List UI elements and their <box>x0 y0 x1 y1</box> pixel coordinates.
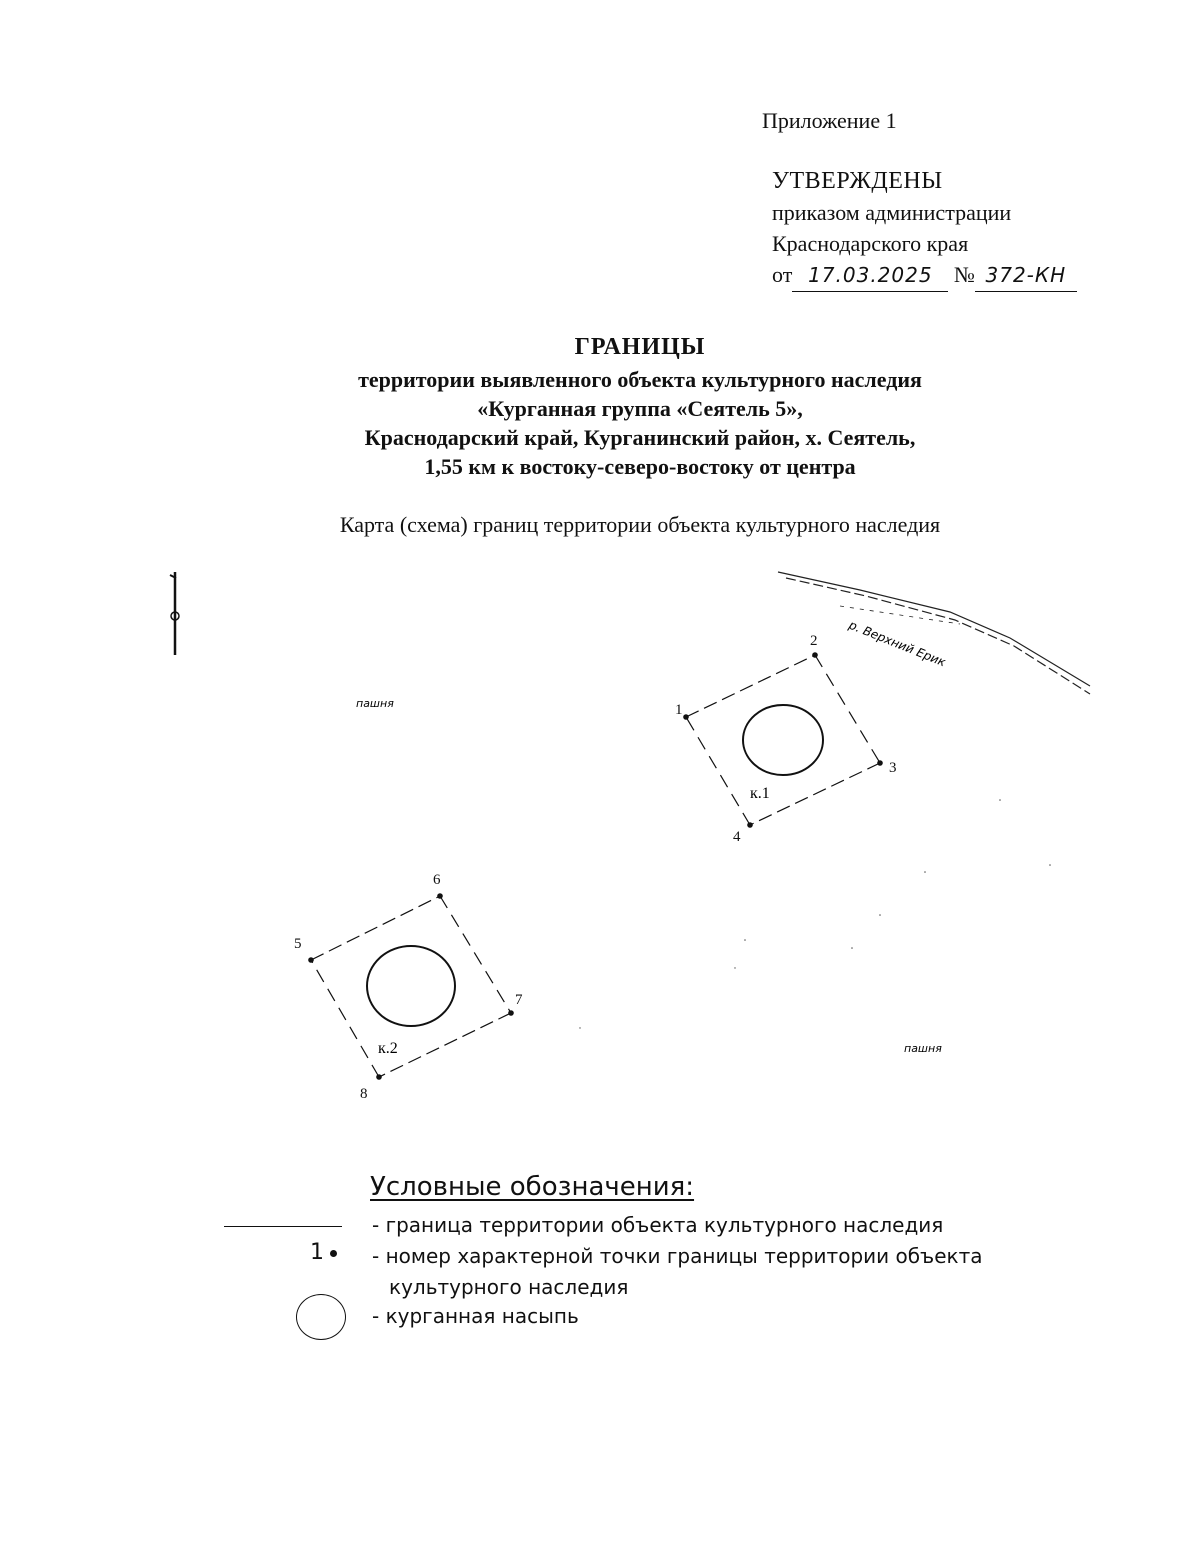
legend-mound-text: - курганная насыпь <box>372 1304 579 1328</box>
legend-mound-circle-icon <box>296 1294 346 1340</box>
document-title <box>0 334 1200 481</box>
point-number-6: 6 <box>433 872 441 888</box>
title-line-2: «Курганная группа «Сеятель 5», <box>477 396 803 421</box>
river-verkhny-erik <box>778 572 1090 694</box>
point-number-7: 7 <box>515 992 523 1008</box>
point-number-5: 5 <box>294 936 302 952</box>
approved-by-line-1: приказом администрации <box>772 200 1012 225</box>
legend-boundary-line-icon <box>224 1226 342 1227</box>
point-number-3: 3 <box>889 760 897 776</box>
legend-point-sample <box>310 1240 337 1265</box>
kurgan-mound-1 <box>743 705 823 775</box>
boundary-point-5 <box>308 957 314 963</box>
boundary-point-7 <box>508 1010 514 1016</box>
boundary-map <box>0 560 1200 1140</box>
mound-1-label: к.1 <box>750 785 770 802</box>
point-number-1: 1 <box>675 702 683 718</box>
kurgan-mound-2 <box>367 946 455 1026</box>
mound-2-label: к.2 <box>378 1040 398 1057</box>
boundary-points <box>308 652 883 1080</box>
legend-boundary-text: - граница территории объекта культурного наследия <box>372 1213 944 1237</box>
approved-by-line-2: Краснодарского края <box>772 231 969 256</box>
point-number-4: 4 <box>733 829 741 845</box>
title-line-1: территории выявленного объекта культурного наследия <box>358 367 922 392</box>
boundary-territory-2 <box>311 896 511 1077</box>
point-number-2: 2 <box>810 633 818 649</box>
boundary-territory-1 <box>686 655 880 825</box>
river-label: р. Верхний Ерик <box>846 617 948 670</box>
legend-point-text-1: - номер характерной точки границы территории объекта <box>372 1244 983 1268</box>
approved-heading: УТВЕРЖДЕНЫ <box>772 168 943 194</box>
appendix-label: Приложение 1 <box>762 108 897 133</box>
order-date-number <box>772 259 1077 292</box>
legend-point-text-2: культурного наследия <box>389 1275 629 1299</box>
north-arrow-icon <box>170 572 179 655</box>
map-caption: Карта (схема) границ территории объекта культурного наследия <box>339 512 941 537</box>
boundary-point-4 <box>747 822 753 828</box>
title-main: ГРАНИЦЫ <box>574 334 706 360</box>
field-label-right: пашня <box>904 1042 942 1055</box>
point-number-8: 8 <box>360 1086 368 1102</box>
point-dot-icon <box>330 1250 337 1257</box>
boundary-point-8 <box>376 1074 382 1080</box>
order-date: 17.03.2025 <box>792 260 948 292</box>
date-prefix: от <box>772 262 793 287</box>
boundary-point-6 <box>437 893 443 899</box>
field-label-left: пашня <box>356 697 394 710</box>
boundary-point-2 <box>812 652 818 658</box>
number-sign: № <box>953 262 975 287</box>
order-number: 372-КН <box>975 260 1077 292</box>
title-line-3: Краснодарский край, Курганинский район, х. Сеятель, <box>364 425 916 450</box>
boundary-point-1 <box>683 714 689 720</box>
title-line-4: 1,55 км к востоку-северо-востоку от центра <box>424 454 856 479</box>
legend-title: Условные обозначения: <box>370 1172 695 1202</box>
legend-point-number: 1 <box>310 1240 324 1265</box>
approval-block <box>772 166 1077 292</box>
boundary-point-3 <box>877 760 883 766</box>
scan-noise <box>579 799 1050 1029</box>
